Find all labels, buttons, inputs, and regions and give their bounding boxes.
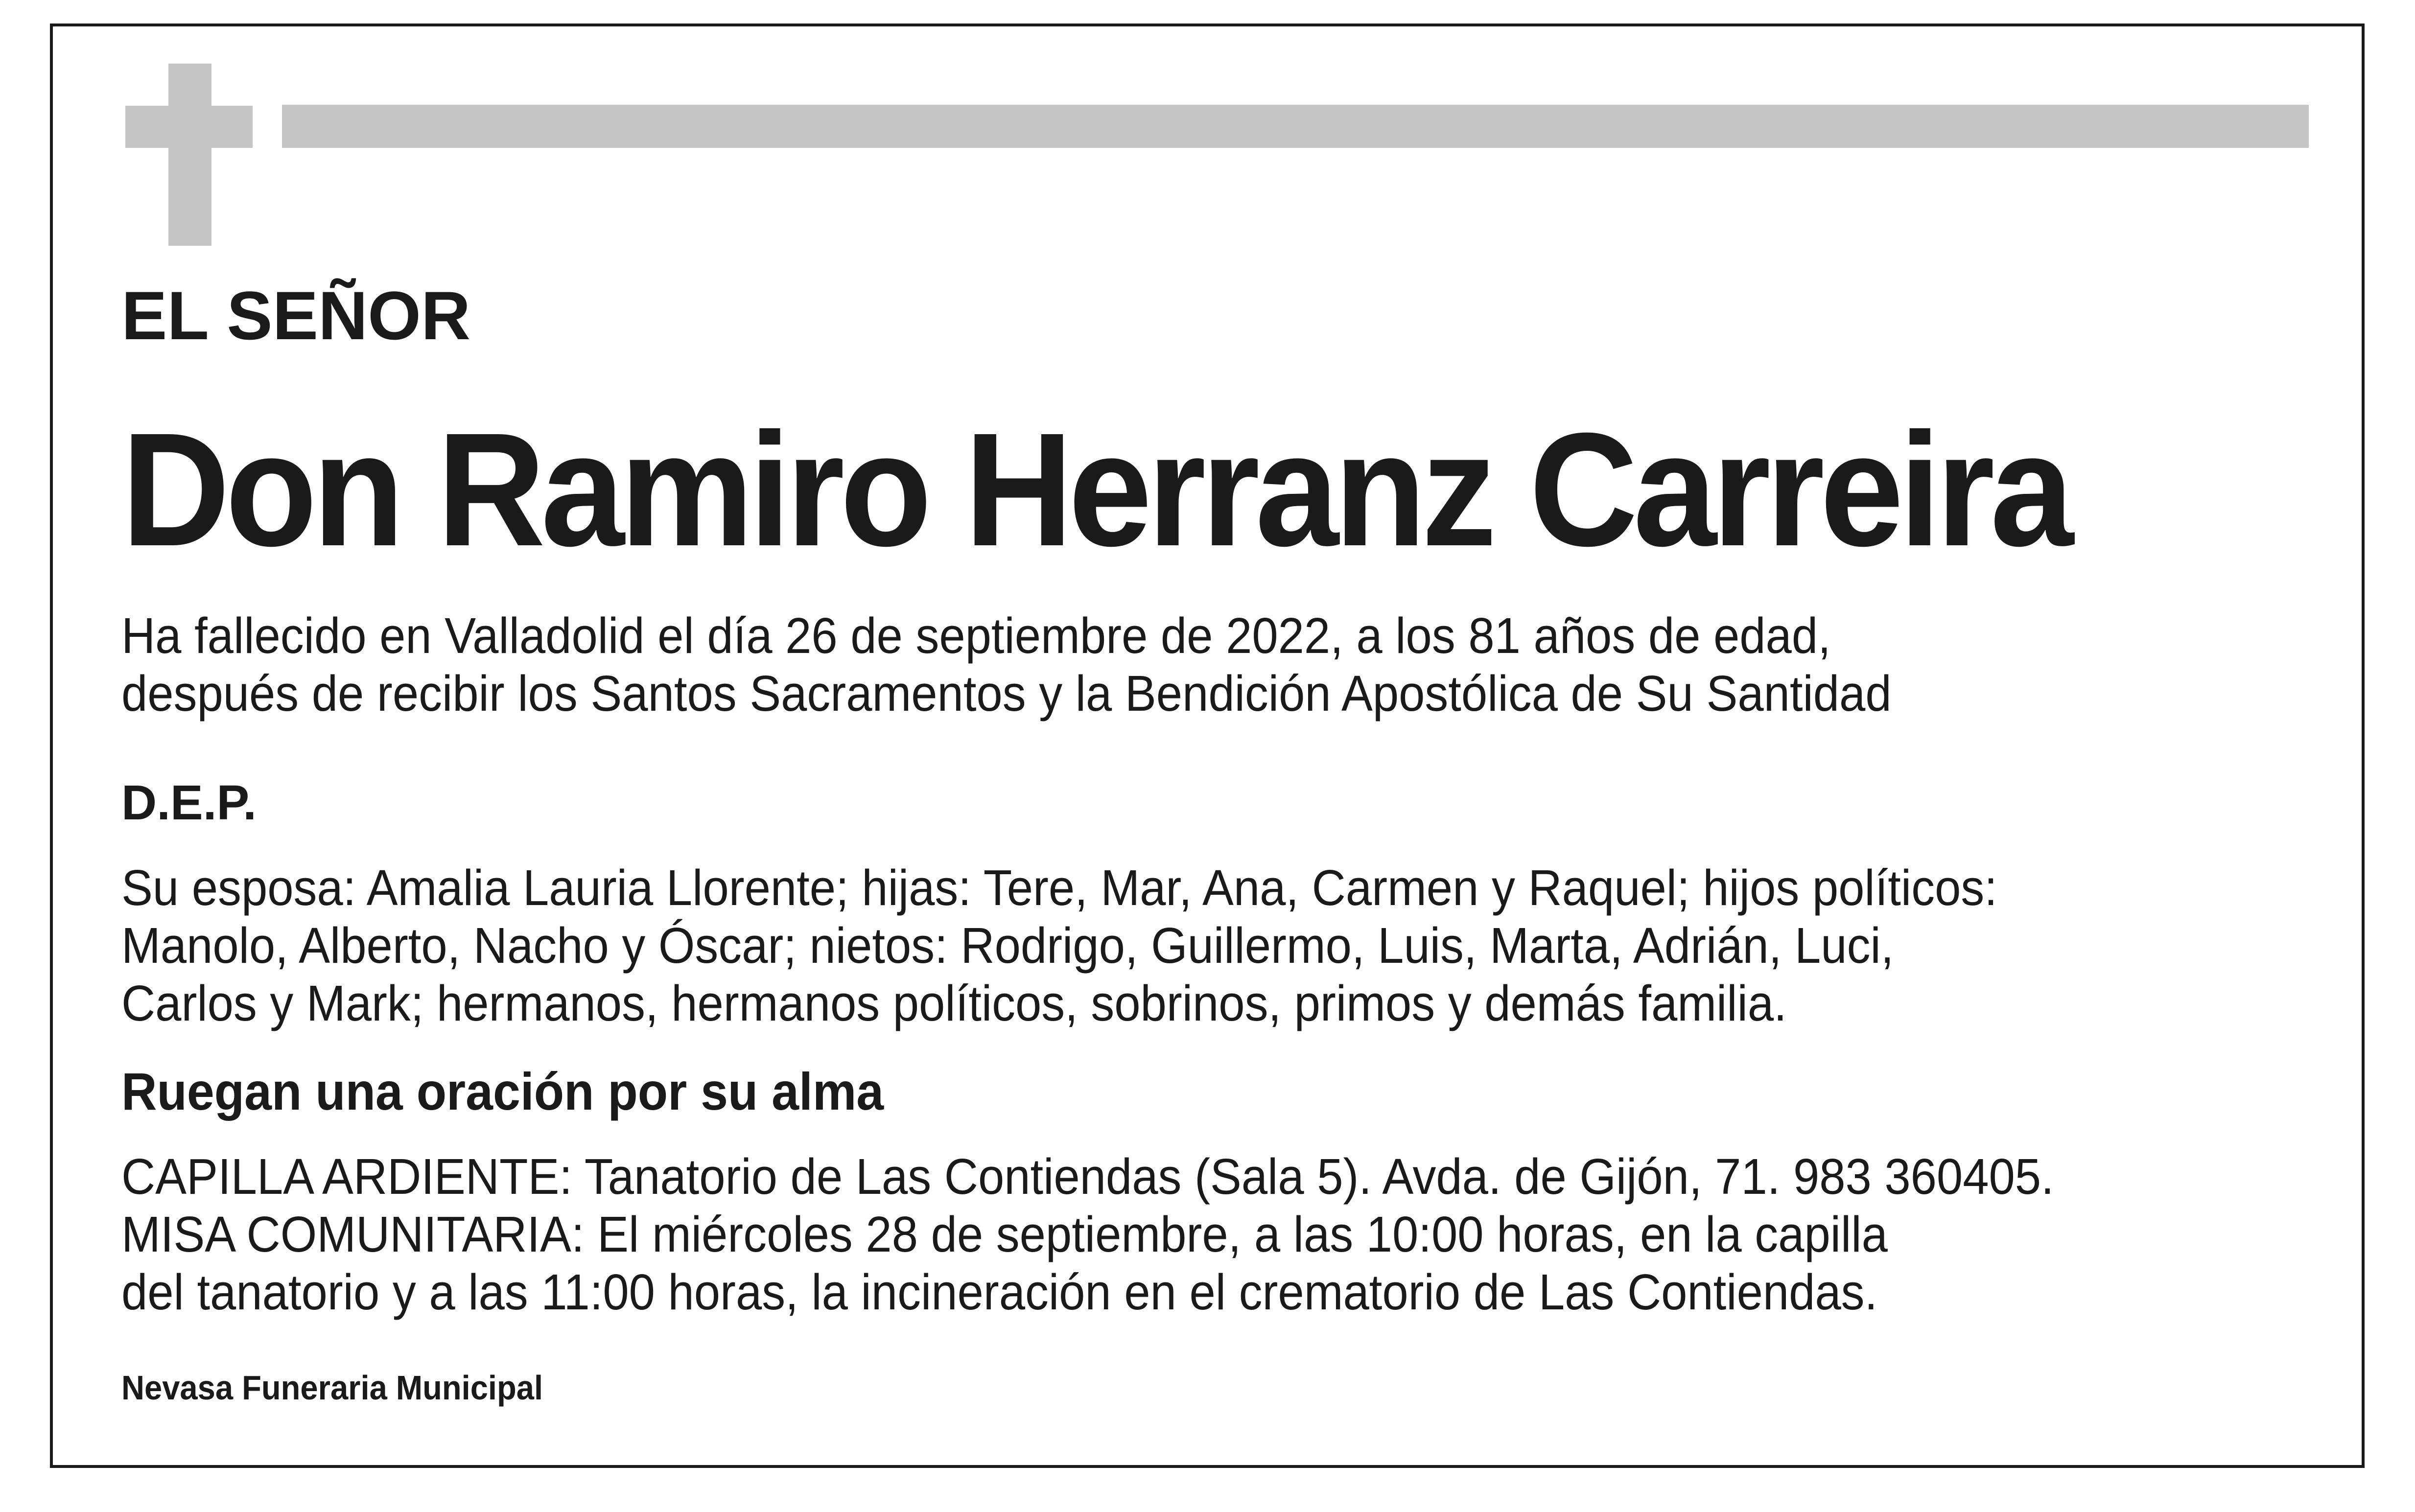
rip-abbreviation: D.E.P. <box>121 775 257 830</box>
death-announcement-line-2: después de recibir los Santos Sacramentos y la Bendición Apostólica de Su Santidad <box>121 665 1892 721</box>
deceased-name: Don Ramiro Herranz Carreira <box>121 399 2069 580</box>
death-announcement-line-1: Ha fallecido en Valladolid el día 26 de septiembre de 2022, a los 81 años de edad, <box>121 607 1831 664</box>
mass-details-line-2: del tanatorio y a las 11:00 horas, la incineración en el crematorio de Las Contiendas. <box>121 1264 1878 1320</box>
family-line-3: Carlos y Mark; hermanos, hermanos políticos, sobrinos, primos y demás familia. <box>121 975 1787 1031</box>
cross-vertical-bar <box>168 64 211 246</box>
mass-details-line-1: MISA COMUNITARIA: El miércoles 28 de septiembre, a las 10:00 horas, en la capilla <box>121 1206 1888 1262</box>
header-gray-rule <box>282 105 2309 148</box>
chapel-details: CAPILLA ARDIENTE: Tanatorio de Las Contiendas (Sala 5). Avda. de Gijón, 71. 983 360405. <box>121 1148 2054 1205</box>
honorific: EL SEÑOR <box>121 277 471 354</box>
prayer-request: Ruegan una oración por su alma <box>121 1062 884 1121</box>
family-line-1: Su esposa: Amalia Lauria Llorente; hijas: Tere, Mar, Ana, Carmen y Raquel; hijos políticos: <box>121 860 1997 916</box>
family-line-2: Manolo, Alberto, Nacho y Óscar; nietos: Rodrigo, Guillermo, Luis, Marta, Adrián, Luci, <box>121 917 1894 974</box>
latin-cross-icon <box>125 64 253 246</box>
cross-horizontal-bar <box>125 106 253 148</box>
funeral-home-name: Nevasa Funeraria Municipal <box>121 1369 543 1407</box>
